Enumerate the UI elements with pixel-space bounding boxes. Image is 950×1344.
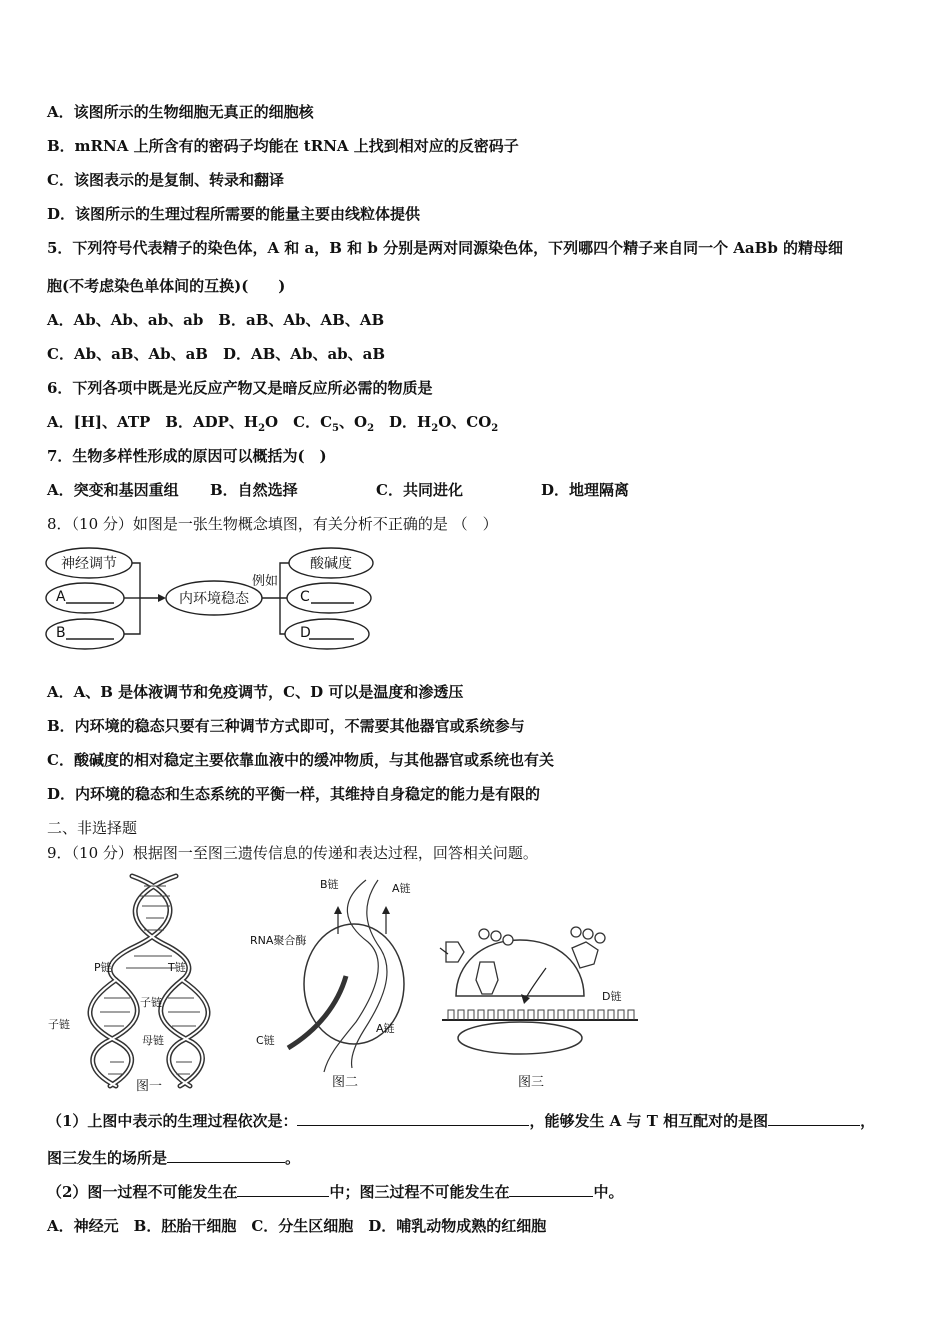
q8-node-acid: 酸碱度	[310, 556, 352, 572]
q6-options	[47, 412, 498, 439]
q8-label-example: 例如	[252, 574, 279, 589]
q5-stem-line2: 胞(不考虑染色单体间的互换)( )	[47, 277, 286, 295]
q7-option-a: A．突变和基因重组	[47, 481, 179, 499]
fig3-caption: 图三	[518, 1075, 545, 1090]
fig1-label-p-chain: P链	[94, 961, 112, 974]
q8-node-d: D	[300, 625, 311, 641]
q9-stem: 9．（10 分）根据图一至图三遗传信息的传递和表达过程，回答相关问题。	[47, 844, 538, 862]
q8-node-neural: 神经调节	[61, 556, 117, 572]
q8-option-c: C．酸碱度的相对稳定主要依靠血液中的缓冲物质，与其他器官或系统也有关	[47, 751, 554, 769]
q4-option-d: D．该图所示的生理过程所需要的能量主要由线粒体提供	[47, 205, 421, 223]
q7-option-b: B．自然选择	[210, 481, 298, 499]
section-heading: 二、非选择题	[47, 819, 138, 837]
q7-option-d: D．地理隔离	[541, 481, 630, 499]
q6-option-d: D．$H_2O$、$CO_2$	[389, 413, 499, 434]
fig2-label-c-chain: C链	[256, 1034, 275, 1047]
q7-option-c: C．共同进化	[376, 481, 463, 499]
fig2-caption: 图二	[332, 1075, 359, 1090]
q9-figure-1-replication	[44, 872, 244, 1094]
answer-blank-processes[interactable]	[297, 1111, 529, 1126]
fig2-label-b-chain: B链	[320, 878, 339, 891]
fig2-label-a-chain-top: A链	[392, 882, 411, 895]
q9-part2: （2）图一过程不可能发生在 中；图三过程不可能发生在 中。	[47, 1183, 624, 1201]
answer-blank-at-pairing-figure[interactable]	[768, 1111, 860, 1126]
fig1-caption: 图一	[136, 1079, 163, 1094]
q6-stem: 6．下列各项中既是光反应产物又是暗反应所必需的物质是	[47, 379, 433, 397]
q8-node-a: A	[56, 589, 66, 605]
fig1-label-child-chain-2: 子链	[48, 1018, 70, 1031]
q5-options-ab: A．Ab、Ab、ab、ab B．aB、Ab、AB、AB	[47, 311, 385, 329]
q5-options-cd: C．Ab、aB、Ab、aB D．AB、Ab、ab、aB	[47, 345, 386, 363]
answer-blank-fig1-cell[interactable]	[237, 1182, 329, 1197]
fig1-label-t-chain: T链	[168, 961, 186, 974]
q6-option-a: A．[H]、ATP	[47, 413, 151, 431]
answer-blank-fig3-cell[interactable]	[509, 1182, 593, 1197]
fig2-label-a-chain-bottom: A链	[376, 1022, 395, 1035]
q8-option-b: B．内环境的稳态只要有三种调节方式即可，不需要其他器官或系统参与	[47, 717, 525, 735]
q8-concept-diagram	[44, 545, 378, 655]
q4-option-b: B．mRNA 上所含有的密码子均能在 tRNA 上找到相对应的反密码子	[47, 137, 519, 155]
fig3-label-d-chain: D链	[602, 990, 622, 1003]
q5-stem-line1: 5．下列符号代表精子的染色体，A 和 a，B 和 b 分别是两对同源染色体，下列哪四个精子来自同一个 AaBb 的精母细	[47, 239, 844, 257]
q9-part1-line1: （1）上图中表示的生理过程依次是： ，能够发生 A 与 T 相互配对的是图 ，	[47, 1112, 876, 1130]
q9-figure-3-translation	[432, 872, 644, 1094]
q8-node-c: C	[300, 589, 310, 605]
q9-figure-2-transcription	[248, 872, 432, 1094]
fig1-label-child-chain-1: 子链	[140, 996, 162, 1009]
q9-part1-line2: 图三发生的场所是 。	[47, 1149, 301, 1167]
q8-option-a: A．A、B 是体液调节和免疫调节，C、D 可以是温度和渗透压	[47, 683, 464, 701]
fig2-label-rna-polymerase: RNA聚合酶	[250, 934, 307, 947]
q4-option-a: A．该图所示的生物细胞无真正的细胞核	[47, 103, 314, 121]
answer-blank-fig3-location[interactable]	[167, 1148, 285, 1163]
fig1-label-mother-chain: 母链	[142, 1034, 164, 1047]
q4-option-c: C．该图表示的是复制、转录和翻译	[47, 171, 284, 189]
q8-stem: 8．（10 分）如图是一张生物概念填图，有关分析不正确的是 （ ）	[47, 515, 498, 533]
q9-options: A．神经元 B．胚胎干细胞 C．分生区细胞 D．哺乳动物成熟的红细胞	[47, 1217, 547, 1235]
q7-stem: 7．生物多样性形成的原因可以概括为( )	[47, 447, 327, 465]
q6-option-b: B．ADP、$H_2O$	[165, 413, 279, 434]
q8-node-b: B	[56, 625, 66, 641]
q8-option-d: D．内环境的稳态和生态系统的平衡一样，其维持自身稳定的能力是有限的	[47, 785, 541, 803]
q6-option-c: C．$C_5$、$O_2$	[293, 413, 375, 434]
q8-node-center: 内环境稳态	[179, 591, 249, 607]
